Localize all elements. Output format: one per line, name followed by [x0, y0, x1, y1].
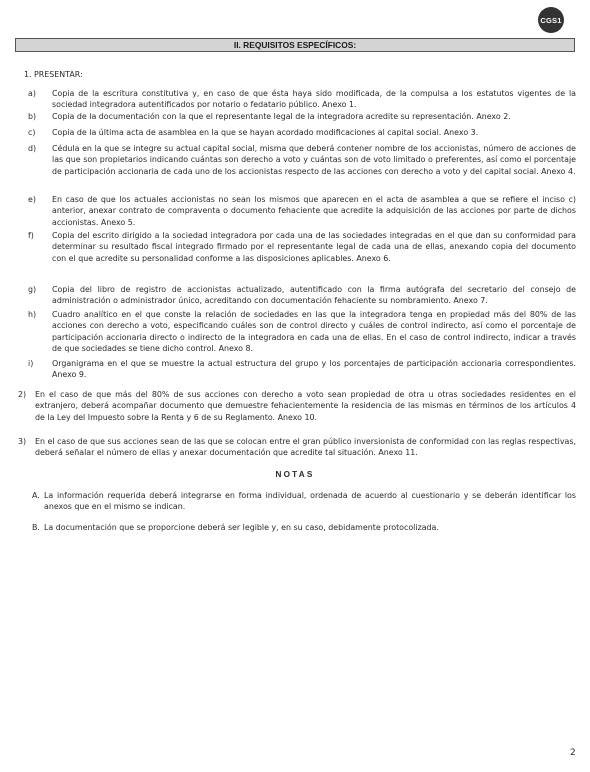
requirement-item-g: [24, 284, 576, 307]
requirement-item-e: [24, 194, 576, 228]
item-text: Copia del escrito dirigido a la sociedad integradora por cada una de las sociedades integradas en el que dan su conformidad para determinar su resultado fiscal integrado firmado por el representante legal de cada una de ellas, anexando copia del documento con el que acredite su personalidad conforme a las disposiciones aplicables. Anexo 6.: [52, 231, 576, 263]
note-marker: B.: [32, 523, 40, 532]
numbered-item-3: [18, 436, 576, 459]
presentar-label: 1. PRESENTAR:: [24, 70, 83, 79]
item-marker: d): [28, 144, 37, 153]
requirement-item-a: [24, 88, 576, 111]
note-a: [32, 490, 576, 513]
requirement-item-d: [24, 143, 576, 177]
note-text: La información requerida deberá integrarse en forma individual, ordenada de acuerdo al cuestionario y se deberán identificar los anexos que en el mismo se indican.: [44, 491, 576, 512]
requirement-item-f: [24, 230, 576, 264]
note-text: La documentación que se proporcione deberá ser legible y, en su caso, debidamente protocolizada.: [44, 523, 439, 532]
item-text: Copia de la última acta de asamblea en la que se hayan acordado modificaciones al capital social. Anexo 3.: [52, 128, 479, 137]
item-marker: b): [28, 112, 37, 121]
item-marker: 3): [18, 437, 27, 446]
requirement-item-c: [24, 127, 576, 138]
item-text: Cuadro analítico en el que conste la relación de sociedades en las que la integradora tenga en propiedad más del 80% de las acciones con derecho a voto, especificando cuáles son de control directo y cuáles de control indirecto, así como el porcentaje de participación accionaria directo o indirecto de la integradora en cada una de ellas. En el caso de control indirecto, indicar a través de que sociedades se tiene dicho control. Anexo 8.: [52, 310, 576, 353]
item-text: Cédula en la que se integre su actual capital social, misma que deberá contener nombre de los accionistas, número de acciones de las que son propietarios indicando cuántas son derecho a voto y cuántas son de voto limitado o preferentes, así como el porcentaje de participación accionaria de cada uno de los accionistas respecto de las acciones con derecho a voto y del capital social. Anexo 4.: [52, 144, 576, 176]
item-marker: g): [28, 285, 37, 294]
requirement-item-i: [24, 358, 576, 381]
item-marker: a): [28, 89, 36, 98]
item-text: Copia de la documentación con la que el representante legal de la integradora acredite su representación. Anexo 2.: [52, 112, 511, 121]
item-marker: c): [28, 128, 36, 137]
item-text: Copia del libro de registro de accionistas actualizado, autentificado con la firma autógrafa del secretario del consejo de administración o administrador único, acreditando con documentación fehaciente su nombramiento. Anexo 7.: [52, 285, 576, 306]
form-code-badge: CGS1: [538, 7, 564, 33]
item-text: En el caso de que sus acciones sean de las que se colocan entre el gran público inversionista de conformidad con las reglas respectivas, deberá señalar el número de ellas y anexar documentación que acredite tal situación. Anexo 11.: [35, 437, 576, 458]
note-marker: A.: [32, 491, 40, 500]
section-title: II. REQUISITOS ESPECÍFICOS:: [15, 38, 575, 52]
item-marker: h): [28, 310, 37, 319]
requirement-item-b: [24, 111, 576, 122]
notas-heading: NOTAS: [275, 470, 315, 479]
note-b: [32, 522, 576, 533]
item-text: Copia de la escritura constitutiva y, en caso de que ésta haya sido modificada, de la compulsa a los estatutos vigentes de la sociedad integradora autentificados por notario o fedatario público. Anexo 1.: [52, 89, 576, 110]
item-text: En caso de que los actuales accionistas no sean los mismos que aparecen en el acta de asamblea a que se refiere el inciso c) anterior, anexar contrato de compraventa o documento fehaciente que acredite la adquisición de las acciones por parte de dichos accionistas. Anexo 5.: [52, 195, 576, 227]
item-text: Organigrama en el que se muestre la actual estructura del grupo y los porcentajes de participación accionaria correspondientes. Anexo 9.: [52, 359, 576, 380]
numbered-item-2: [18, 389, 576, 423]
requirement-item-h: [24, 309, 576, 354]
item-marker: f): [28, 231, 34, 240]
page-number: 2: [570, 748, 576, 758]
item-marker: e): [28, 195, 36, 204]
item-marker: 2): [18, 390, 27, 399]
item-text: En el caso de que más del 80% de sus acciones con derecho a voto sean propiedad de otra u otras sociedades residentes en el extranjero, deberá acompañar documento que demuestre fehacientemente la residencia de las mismas en términos de los artículos 4 de la Ley del Impuesto sobre la Renta y 6 de su Reglamento. Anexo 10.: [35, 390, 576, 422]
item-marker: i): [28, 359, 34, 368]
